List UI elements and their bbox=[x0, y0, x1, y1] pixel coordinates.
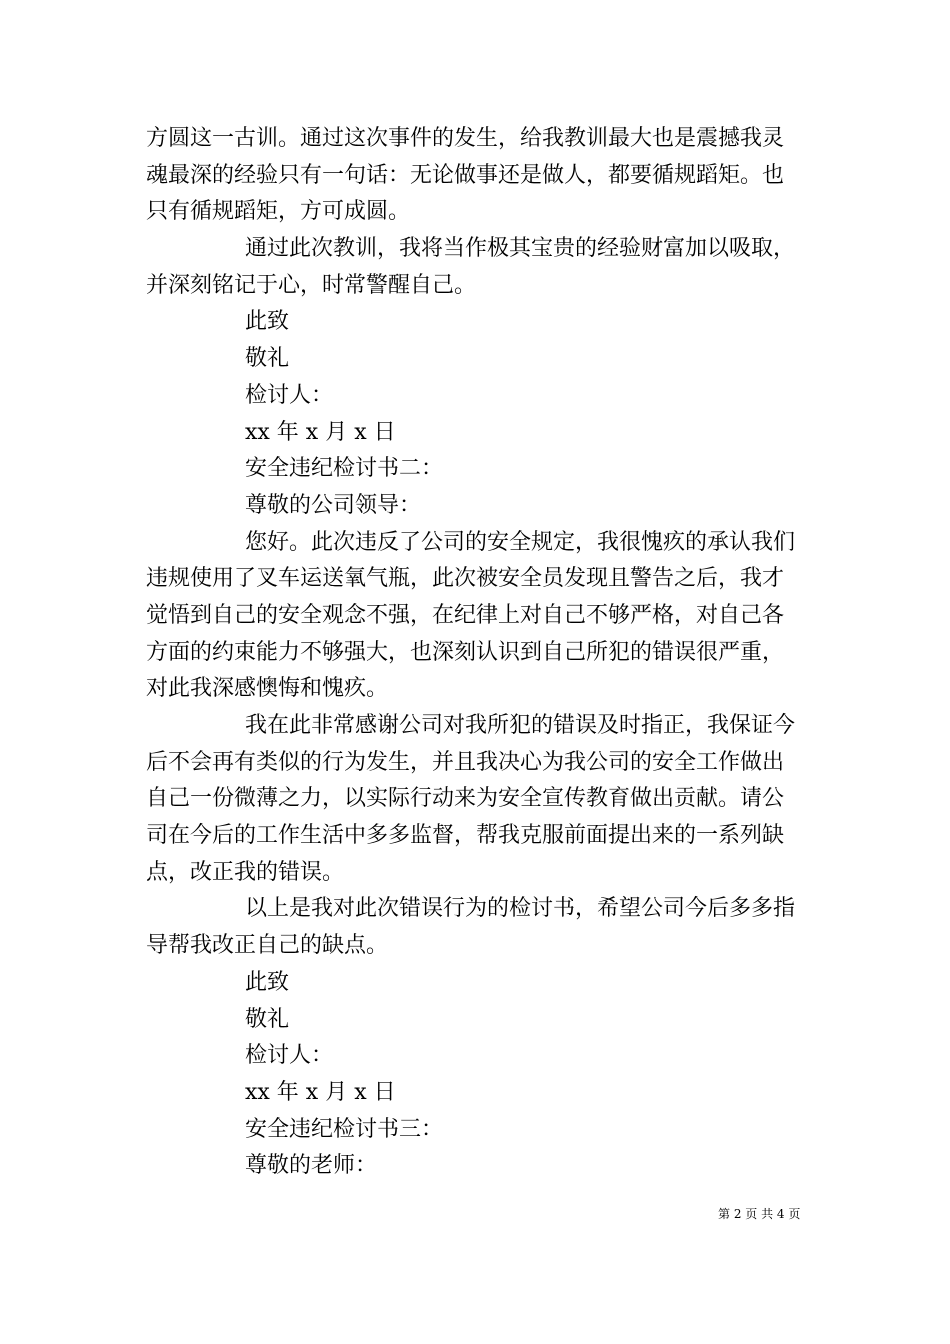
section-title: 安全违纪检讨书二： bbox=[245, 456, 444, 482]
document-body bbox=[146, 121, 806, 1185]
text-line: 以上是我对此次错误行为的检讨书，希望公司今后多多指 bbox=[245, 896, 796, 922]
text-line: 导帮我改正自己的缺点。 bbox=[146, 933, 389, 959]
greeting: 尊敬的老师： bbox=[245, 1153, 378, 1179]
text-line: 并深刻铭记于心，时常警醒自己。 bbox=[146, 272, 477, 298]
section-title: 安全违纪检讨书三： bbox=[245, 1116, 444, 1142]
closing-salutation: 此致 bbox=[245, 309, 290, 335]
text-line: 违规使用了叉车运送氧气瓶，此次被安全员发现且警告之后，我才 bbox=[146, 566, 785, 592]
text-line: 魂最深的经验只有一句话：无论做事还是做人，都要循规蹈矩。也 bbox=[146, 162, 785, 188]
text-line: 您好。此次违反了公司的安全规定，我很愧疚的承认我们 bbox=[245, 529, 796, 555]
text-line: 只有循规蹈矩，方可成圆。 bbox=[146, 199, 411, 225]
text-line: 方圆这一古训。通过这次事件的发生，给我教训最大也是震撼我灵 bbox=[146, 126, 785, 151]
text-line: 通过此次教训，我将当作极其宝贵的经验财富加以吸取， bbox=[245, 236, 796, 262]
date-line: xx 年 x 月 x 日 bbox=[245, 1079, 396, 1105]
greeting: 尊敬的公司领导： bbox=[245, 492, 422, 518]
page-number-footer: 第 2 页 共 4 页 bbox=[718, 1207, 801, 1221]
text-line: 司在今后的工作生活中多多监督，帮我克服前面提出来的一系列缺 bbox=[146, 823, 785, 849]
text-line: 方面的约束能力不够强大，也深刻认识到自己所犯的错误很严重， bbox=[146, 639, 785, 665]
signature-label: 检讨人： bbox=[245, 382, 334, 408]
date-line: xx 年 x 月 x 日 bbox=[245, 419, 396, 445]
text-line: 自己一份微薄之力，以实际行动来为安全宣传教育做出贡献。请公 bbox=[146, 786, 785, 812]
text-line: 点，改正我的错误。 bbox=[146, 859, 345, 885]
closing-regards: 敬礼 bbox=[245, 346, 290, 372]
signature-label: 检讨人： bbox=[245, 1043, 334, 1069]
text-line: 我在此非常感谢公司对我所犯的错误及时指正，我保证今 bbox=[245, 713, 796, 738]
text-line: 觉悟到自己的安全观念不强，在纪律上对自己不够严格，对自己各 bbox=[146, 602, 785, 628]
text-line: 后不会再有类似的行为发生，并且我决心为我公司的安全工作做出 bbox=[146, 749, 785, 775]
text-line: 对此我深感懊悔和愧疚。 bbox=[146, 676, 389, 702]
closing-regards: 敬礼 bbox=[245, 1006, 290, 1032]
closing-salutation: 此致 bbox=[245, 969, 290, 995]
